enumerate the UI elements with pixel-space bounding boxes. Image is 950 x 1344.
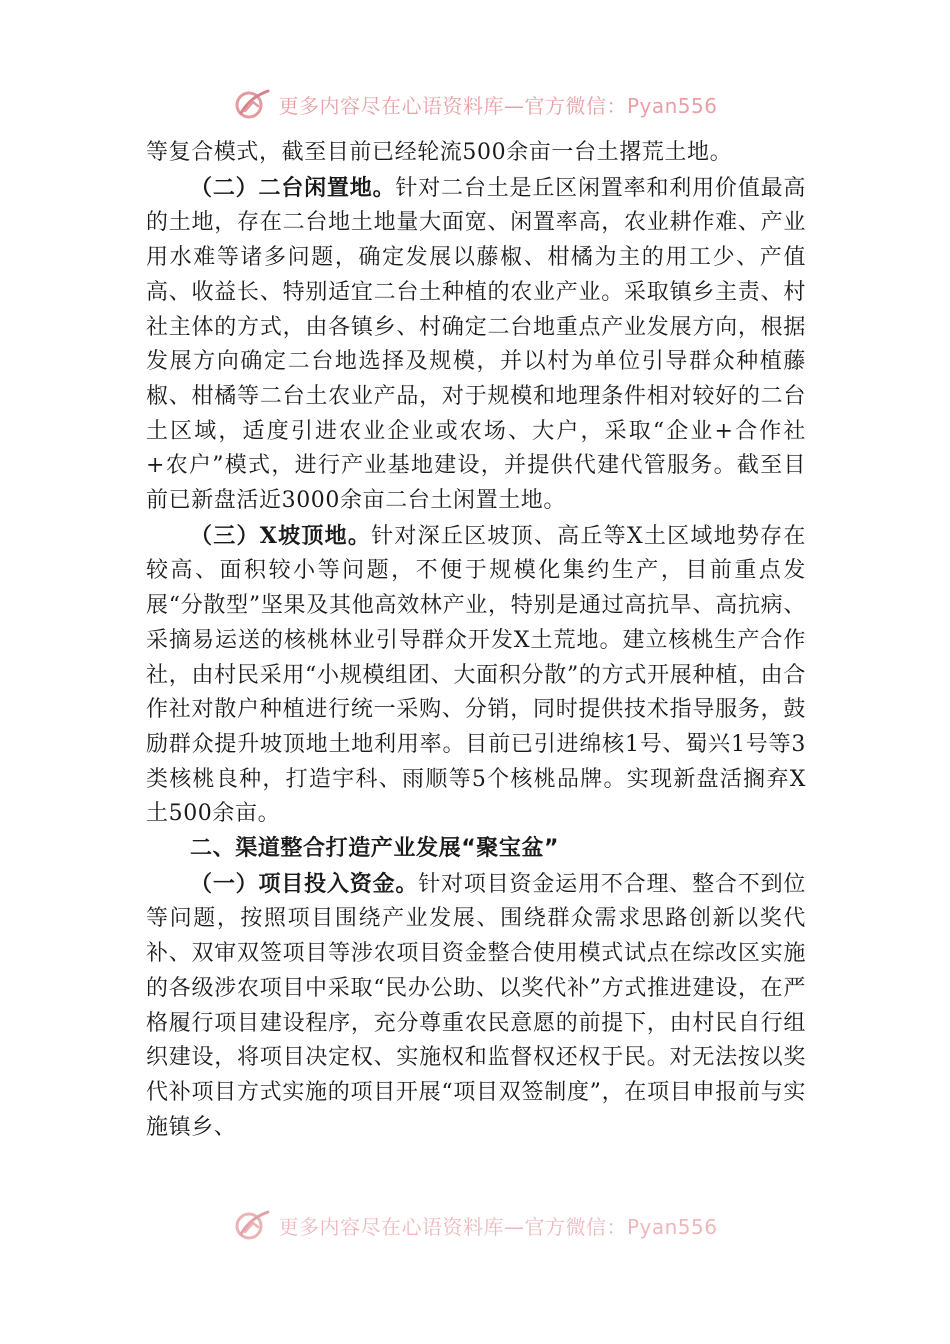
watermark-header xyxy=(0,84,950,124)
paragraph-project-funds xyxy=(146,867,806,1146)
watermark-logo-icon xyxy=(232,87,272,121)
watermark-footer xyxy=(0,1205,950,1245)
paragraph-lead: （一）项目投入资金。 xyxy=(190,870,419,897)
watermark-text: 更多内容尽在心语资料库—官方微信：Pyan556 xyxy=(278,1214,718,1239)
paragraph-lead: （二）二台闲置地。 xyxy=(190,174,396,201)
paragraph-text: 针对项目资金运用不合理、整合不到位等问题，按照项目围绕产业发展、围绕群众需求思路创新以奖代补、双审双签项目等涉农项目资金整合使用模式试点在综改区实施的各级涉农项目中采取“民办公助、以奖代补”方式推进建设，在严格履行项目建设程序，充分尊重农民意愿的前提下，由村民自行组织建设，将项目决定权、实施权和监督权还权于民。对无法按以奖代补项目方式实施的项目开展“项目双签制度”，在项目申报前与实施镇乡、 xyxy=(146,871,806,1140)
paragraph-second-tier-land xyxy=(146,171,806,519)
section-heading: 二、渠道整合打造产业发展“聚宝盆” xyxy=(190,836,560,862)
watermark-text: 更多内容尽在心语资料库—官方微信：Pyan556 xyxy=(278,93,718,118)
paragraph-continuation: 等复合模式，截至目前已经轮流500余亩一台土撂荒土地。 xyxy=(146,140,733,165)
paragraph-hilltop-land xyxy=(146,519,806,832)
paragraph-text: 针对深丘区坡顶、高丘等X土区域地势存在较高、面积较小等问题，不便于规模化集约生产，目前重点发展“分散型”坚果及其他高效林产业，特别是通过高抗旱、高抗病、采摘易运送的核桃林业引导群众开发X土荒地。建立核桃生产合作社，由村民采用“小规模组团、大面积分散”的方式开展种植，由合作社对散户种植进行统一采购、分销，同时提供技术指导服务，鼓励群众提升坡顶地土地利用率。目前已引进绵核1号、蜀兴1号等3类核桃良种，打造宇科、雨顺等5个核桃品牌。实现新盘活搁弃X土500余亩。 xyxy=(146,523,806,827)
paragraph-text: 针对二台土是丘区闲置率和利用价值最高的土地，存在二台地土地量大面宽、闲置率高，农业耕作难、产业用水难等诸多问题，确定发展以藤椒、柑橘为主的用工少、产值高、收益长、特别适宜二台土种植的农业产业。采取镇乡主责、村社主体的方式，由各镇乡、村确定二台地重点产业发展方向，根据发展方向确定二台地选择及规模，并以村为单位引导群众种植藤椒、柑橘等二台土农业产品，对于规模和地理条件相对较好的二台土区域，适度引进农业企业或农场、大户，采取“企业+合作社+农户”模式，进行产业基地建设，并提供代建代管服务。截至目前已新盘活近3000余亩二台土闲置土地。 xyxy=(146,175,806,514)
paragraph-lead: （三）X坡顶地。 xyxy=(190,522,372,549)
document-body xyxy=(146,136,806,1145)
watermark-logo-icon xyxy=(232,1208,272,1242)
